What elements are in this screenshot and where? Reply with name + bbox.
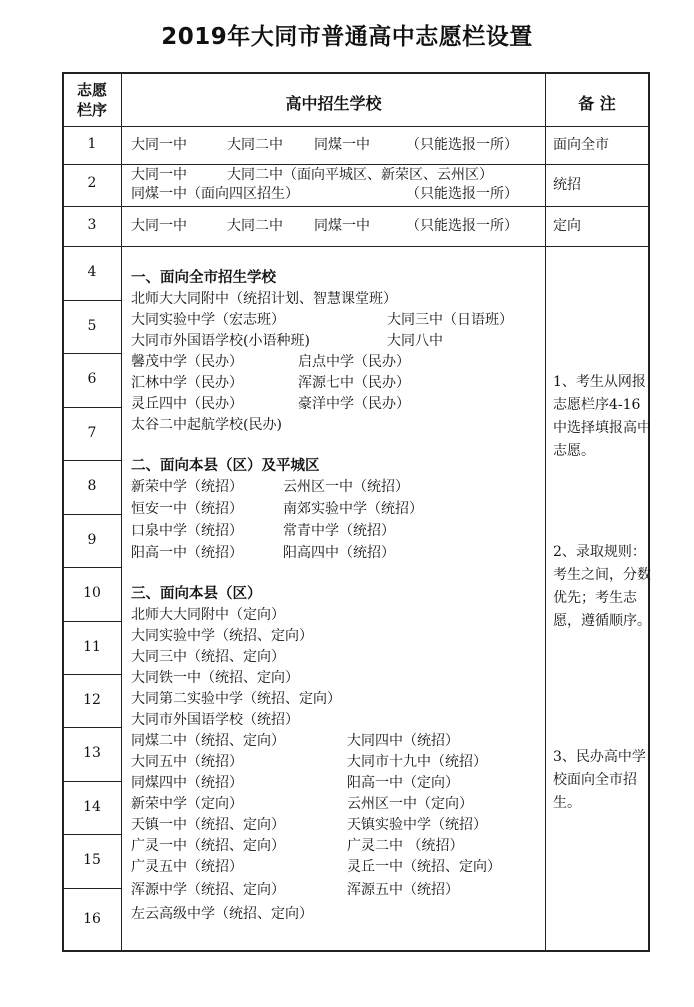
school-line [131, 135, 518, 156]
number-divider [62, 727, 122, 728]
school-name: 大同第二实验中学（统招、定向） [131, 691, 341, 707]
school-name: 大同二中（面向平城区、新荣区、云州区） [227, 167, 493, 183]
column-divider-2 [545, 72, 546, 952]
page-title: 2019年大同市普通高中志愿栏设置 [161, 24, 533, 50]
school-name: 大同实验中学（宏志班） [131, 312, 285, 328]
school-line [131, 289, 397, 310]
row-number: 7 [87, 425, 97, 441]
header-col-remarks: 备 注 [578, 94, 616, 113]
school-line [131, 310, 513, 331]
school-line [131, 521, 395, 542]
school-name: 灵丘四中（民办） [131, 396, 243, 412]
number-divider [62, 407, 122, 408]
remark-note-3: 3、民办高中学校面向全市招生。 [553, 749, 646, 811]
school-name: 灵丘一中（统招、定向） [347, 859, 501, 875]
school-line [131, 394, 410, 415]
school-name: 大同一中 [131, 137, 187, 153]
number-divider [62, 353, 122, 354]
row-number: 5 [87, 318, 97, 334]
school-line [131, 415, 282, 436]
school-name: 大同市外国语学校(小语种班) [131, 333, 310, 349]
number-divider [62, 460, 122, 461]
school-name: 同煤一中 [314, 218, 370, 234]
column-divider-1 [121, 72, 122, 952]
school-name: 北师大大同附中（定向） [131, 607, 285, 623]
school-name: 阳高一中（统招） [131, 545, 243, 561]
school-line [131, 857, 501, 878]
school-name: 左云高级中学（统招、定向） [131, 906, 313, 922]
number-divider [62, 674, 122, 675]
school-line [131, 647, 285, 668]
header-col-order [62, 80, 122, 120]
school-name: 同煤二中（统招、定向） [131, 733, 285, 749]
school-name: 广灵五中（统招） [131, 859, 243, 875]
school-line [131, 794, 473, 815]
school-name: 大同八中 [387, 333, 443, 349]
school-name: 常青中学（统招） [283, 523, 395, 539]
school-name: 广灵一中（统招、定向） [131, 838, 285, 854]
school-line [131, 815, 487, 836]
section-heading: 二、面向本县（区）及平城区 [131, 458, 320, 474]
school-name: 口泉中学（统招） [131, 523, 243, 539]
school-line [131, 626, 313, 647]
header-col-order-line1: 志愿 [76, 81, 107, 99]
school-name: 阳高一中（定向） [347, 775, 459, 791]
school-name: 广灵二中 （统招） [347, 838, 464, 854]
school-name: 大同一中 [131, 218, 187, 234]
school-name: 大同二中 [227, 137, 283, 153]
selection-note: （只能选报一所） [406, 137, 518, 153]
school-name: 恒安一中（统招） [131, 501, 243, 517]
school-name: 馨茂中学（民办） [131, 354, 243, 370]
row-number: 11 [83, 639, 101, 655]
school-line [131, 352, 410, 373]
school-line [131, 216, 518, 237]
row-remark: 定向 [553, 218, 581, 234]
school-name: 大同三中（统招、定向） [131, 649, 285, 665]
school-name: 天镇一中（统招、定向） [131, 817, 285, 833]
school-name: 天镇实验中学（统招） [347, 817, 487, 833]
school-name: 豪洋中学（民办） [298, 396, 410, 412]
school-name: 大同铁一中（统招、定向） [131, 670, 299, 686]
school-line [131, 165, 493, 186]
row-divider [62, 246, 650, 247]
row-number: 14 [83, 799, 101, 815]
row-number: 9 [87, 532, 97, 548]
school-line [131, 477, 409, 498]
remark-note-1: 1、考生从网报志愿栏序4-16中选择填报高中志愿。 [553, 374, 651, 459]
section-heading: 三、面向本县（区） [131, 586, 262, 602]
school-name: 大同市十九中（统招） [347, 754, 487, 770]
school-line [131, 331, 443, 352]
school-name: 同煤四中（统招） [131, 775, 243, 791]
school-name: 启点中学（民办） [298, 354, 410, 370]
row-number: 2 [87, 175, 97, 191]
row-number: 1 [87, 136, 97, 152]
school-line [131, 710, 299, 731]
row-remark: 面向全市 [553, 137, 609, 153]
number-divider [62, 834, 122, 835]
row-divider [62, 206, 650, 207]
school-name: 大同实验中学（统招、定向） [131, 628, 313, 644]
school-line [131, 373, 410, 394]
school-line [131, 731, 459, 752]
school-line [131, 668, 299, 689]
school-name: 同煤一中（面向四区招生） [131, 186, 299, 202]
school-name: 浑源七中（民办） [298, 375, 410, 391]
row-number: 13 [83, 745, 101, 761]
school-name: 大同市外国语学校（统招） [131, 712, 299, 728]
school-line [131, 543, 395, 564]
school-line [131, 773, 459, 794]
school-name: 浑源中学（统招、定向） [131, 882, 285, 898]
row-number: 10 [83, 585, 101, 601]
school-name: 太谷二中起航学校(民办) [131, 417, 282, 433]
row-number: 15 [83, 852, 101, 868]
section-heading: 一、面向全市招生学校 [131, 270, 276, 286]
school-line [131, 836, 464, 857]
row-number: 16 [83, 911, 101, 927]
school-line [131, 605, 285, 626]
school-name: 大同三中（日语班） [387, 312, 513, 328]
school-line [131, 184, 518, 205]
row-number: 8 [87, 478, 97, 494]
school-name: 大同五中（统招） [131, 754, 243, 770]
number-divider [62, 567, 122, 568]
number-divider [62, 888, 122, 889]
row-number: 3 [87, 217, 97, 233]
school-name: 北师大大同附中（统招计划、智慧课堂班） [131, 291, 397, 307]
table-border-top [62, 72, 650, 74]
school-name: 阳高四中（统招） [283, 545, 395, 561]
school-name: 云州区一中（统招） [283, 479, 409, 495]
header-col-schools: 高中招生学校 [285, 94, 382, 113]
row-number: 4 [87, 264, 97, 280]
table-border-right [648, 72, 650, 952]
table-border-left [62, 72, 64, 952]
school-name: 汇林中学（民办） [131, 375, 243, 391]
school-name: 新荣中学（统招） [131, 479, 243, 495]
row-number: 12 [83, 692, 101, 708]
school-name: 云州区一中（定向） [347, 796, 473, 812]
selection-note: （只能选报一所） [406, 218, 518, 234]
school-name: 大同一中 [131, 167, 187, 183]
school-name: 新荣中学（定向） [131, 796, 243, 812]
school-name: 大同二中 [227, 218, 283, 234]
number-divider [62, 514, 122, 515]
number-divider [62, 300, 122, 301]
school-name: 同煤一中 [314, 137, 370, 153]
school-line [131, 880, 459, 901]
school-name: 浑源五中（统招） [347, 882, 459, 898]
row-number: 6 [87, 371, 97, 387]
number-divider [62, 781, 122, 782]
school-name: 南郊实验中学（统招） [283, 501, 423, 517]
table-border-bottom [62, 950, 650, 952]
school-line [131, 689, 341, 710]
header-col-order-line2: 栏序 [76, 101, 107, 119]
school-line [131, 904, 313, 925]
number-divider [62, 621, 122, 622]
selection-note: （只能选报一所） [406, 186, 518, 202]
remark-note-2: 2、录取规则：考生之间，分数优先；考生志愿，遵循顺序。 [553, 544, 651, 629]
school-line [131, 752, 487, 773]
school-name: 大同四中（统招） [347, 733, 459, 749]
row-remark: 统招 [553, 177, 581, 193]
row-divider [62, 126, 650, 127]
school-line [131, 499, 423, 520]
